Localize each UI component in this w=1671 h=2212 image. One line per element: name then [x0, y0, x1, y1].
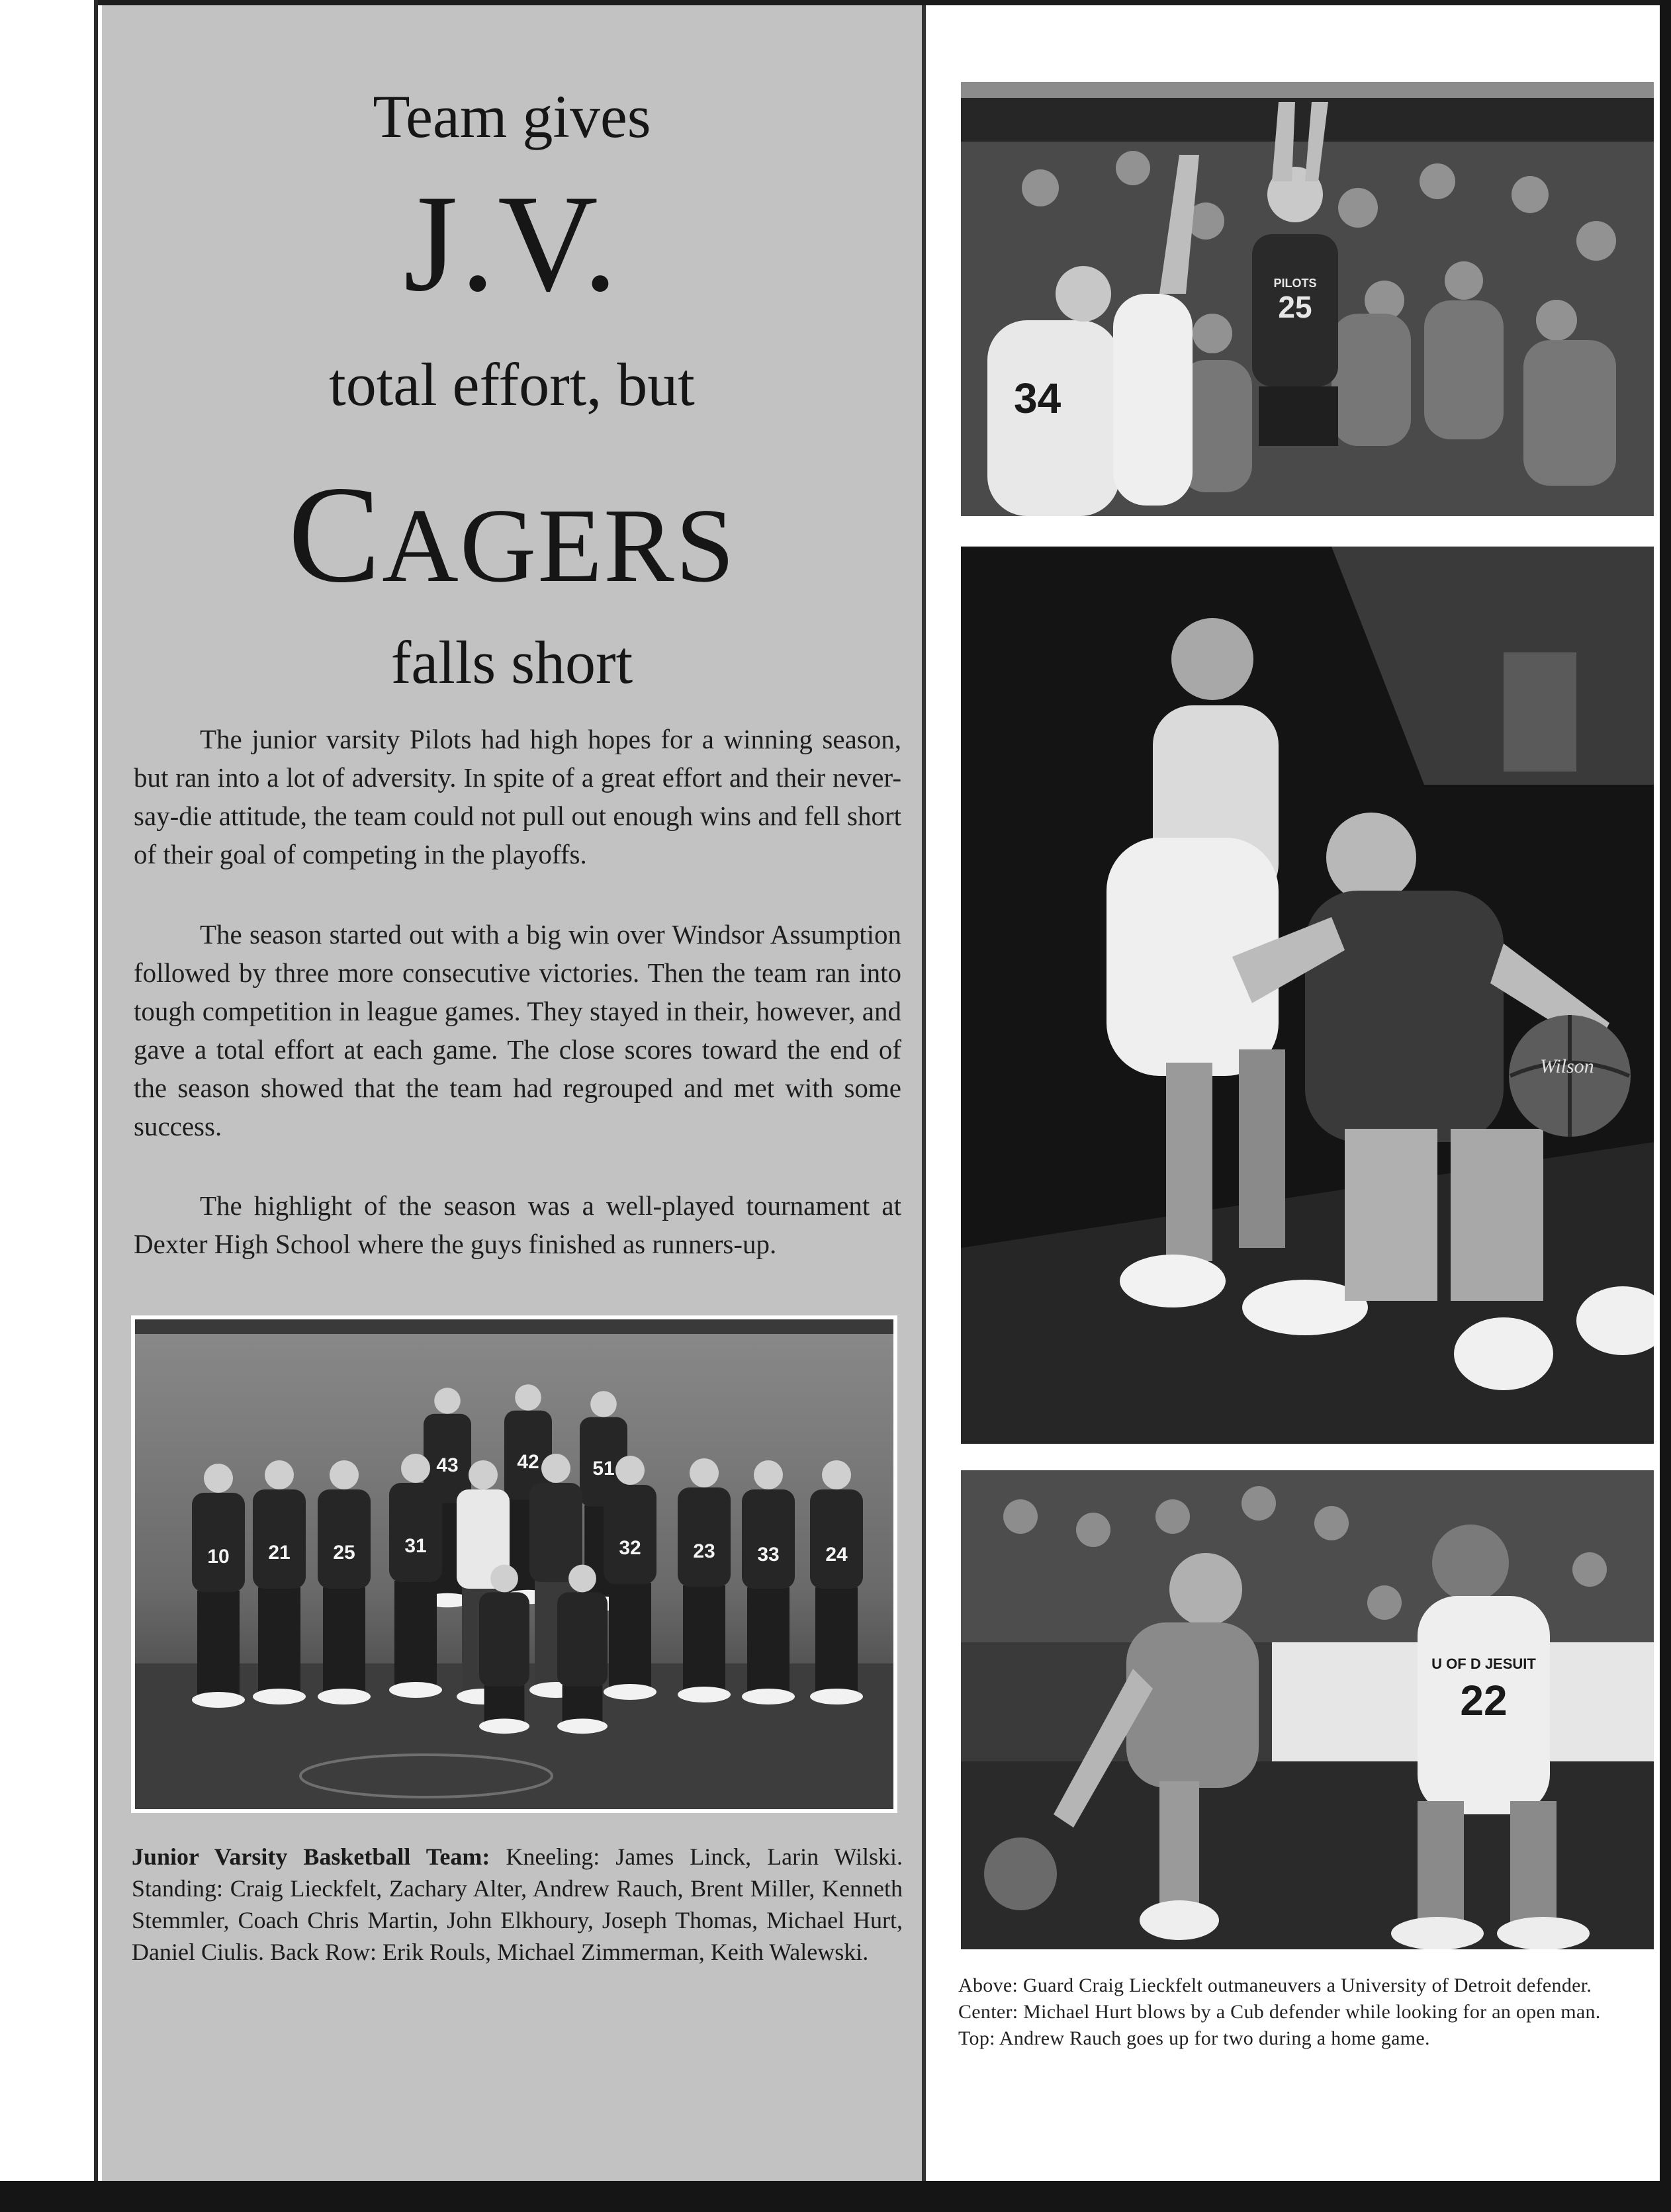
headline-line-4-text: CAGERS: [288, 458, 736, 611]
story-panel: [102, 5, 926, 2181]
jersey-number: 42: [517, 1451, 539, 1473]
jersey-25: 25: [1278, 290, 1312, 324]
team-photo: [131, 1315, 897, 1813]
jersey-34: 34: [1014, 375, 1061, 422]
team-player: [678, 1458, 731, 1703]
headline-line-4: [102, 455, 922, 615]
jersey-text-jesuit: U OF D JESUIT: [1431, 1656, 1536, 1672]
headline-line-1: Team gives: [373, 83, 651, 150]
jersey-number: 23: [693, 1540, 715, 1562]
jersey-number: 25: [333, 1542, 355, 1564]
ball-brand: Wilson: [1540, 1055, 1594, 1077]
jersey-22: 22: [1460, 1677, 1508, 1724]
team-caption-lead: Junior Varsity Basketball Team:: [132, 1843, 490, 1870]
body-paragraph-1: [134, 720, 901, 873]
jersey-number: 43: [436, 1454, 459, 1476]
team-player: [192, 1464, 245, 1708]
team-player: [810, 1460, 863, 1704]
photo-bottom-image: [961, 1470, 1654, 1949]
team-photo-image: [135, 1319, 893, 1809]
jersey-number: 33: [757, 1544, 780, 1566]
team-caption: [132, 1841, 903, 1968]
jersey-text-pilots: PILOTS: [1273, 277, 1317, 290]
jersey-number: 21: [268, 1542, 291, 1564]
team-caption-text: Kneeling: James Linck, Larin Wilski. Standing: Craig Lieckfelt, Zachary Alter, Andrew Rauch, Brent Miller, Kenneth Stemmler, Coach Chris Martin, John Elkhoury, Joseph Thomas, Michael Hurt, Daniel Ciulis. Back Row: Erik Rouls, Michael Zimmerman, Keith Walewski.: [132, 1843, 903, 1965]
photo-top-image: [961, 82, 1654, 516]
caption-top: Top: Andrew Rauch goes up for two during a home game.: [958, 2027, 1430, 2049]
caption-above: Above: Guard Craig Lieckfelt outmaneuvers a University of Detroit defender.: [958, 1974, 1592, 1996]
jersey-number: 24: [825, 1544, 848, 1566]
team-player: [604, 1456, 656, 1700]
jersey-number: 51: [592, 1458, 615, 1480]
jersey-number: 10: [207, 1546, 230, 1568]
body-paragraph-2-text: The season started out with a big win over Windsor Assumption followed by three more consecutive victories. Then the team ran into tough competition in league games. They stayed in their, however, and gave a total effort at each game. The close scores toward the end of the season showed that the team had regrouped and met with some success.: [134, 919, 901, 1141]
page-bottom-edge: [0, 2181, 1671, 2212]
photo-top-jump-shot: [961, 82, 1654, 516]
jersey-number: 31: [404, 1535, 427, 1557]
team-player: [389, 1454, 442, 1698]
headline-line-5: falls short: [390, 629, 633, 696]
photo-captions: [958, 1972, 1654, 2052]
body-paragraph-3-text: The highlight of the season was a well-played tournament at Dexter High School where the guys finished as runners-up.: [134, 1190, 901, 1259]
body-paragraph-1-text: The junior varsity Pilots had high hopes for a winning season, but ran into a lot of adversity. In spite of a great effort and their never-say-die attitude, the team could not pull out enough wins and fell short of their goal of competing in the playoffs.: [134, 724, 901, 869]
jersey-number: 32: [619, 1537, 641, 1559]
page-left-margin: [0, 0, 98, 2212]
photo-center-image: [961, 547, 1654, 1444]
caption-center: Center: Michael Hurt blows by a Cub defender while looking for an open man.: [958, 2001, 1601, 2023]
photo-center-drive: [961, 547, 1654, 1444]
photo-bottom-guard: [961, 1470, 1654, 1949]
team-player: [253, 1460, 306, 1704]
headline-line-3: total effort, but: [329, 351, 695, 418]
team-player: [318, 1460, 371, 1704]
page-top-edge: [0, 0, 1671, 5]
team-player: [742, 1460, 795, 1704]
page-right-edge: [1660, 0, 1671, 2212]
body-paragraph-3: [134, 1186, 901, 1263]
body-paragraph-2: [134, 915, 901, 1145]
headline-line-2: J.V.: [403, 167, 621, 320]
